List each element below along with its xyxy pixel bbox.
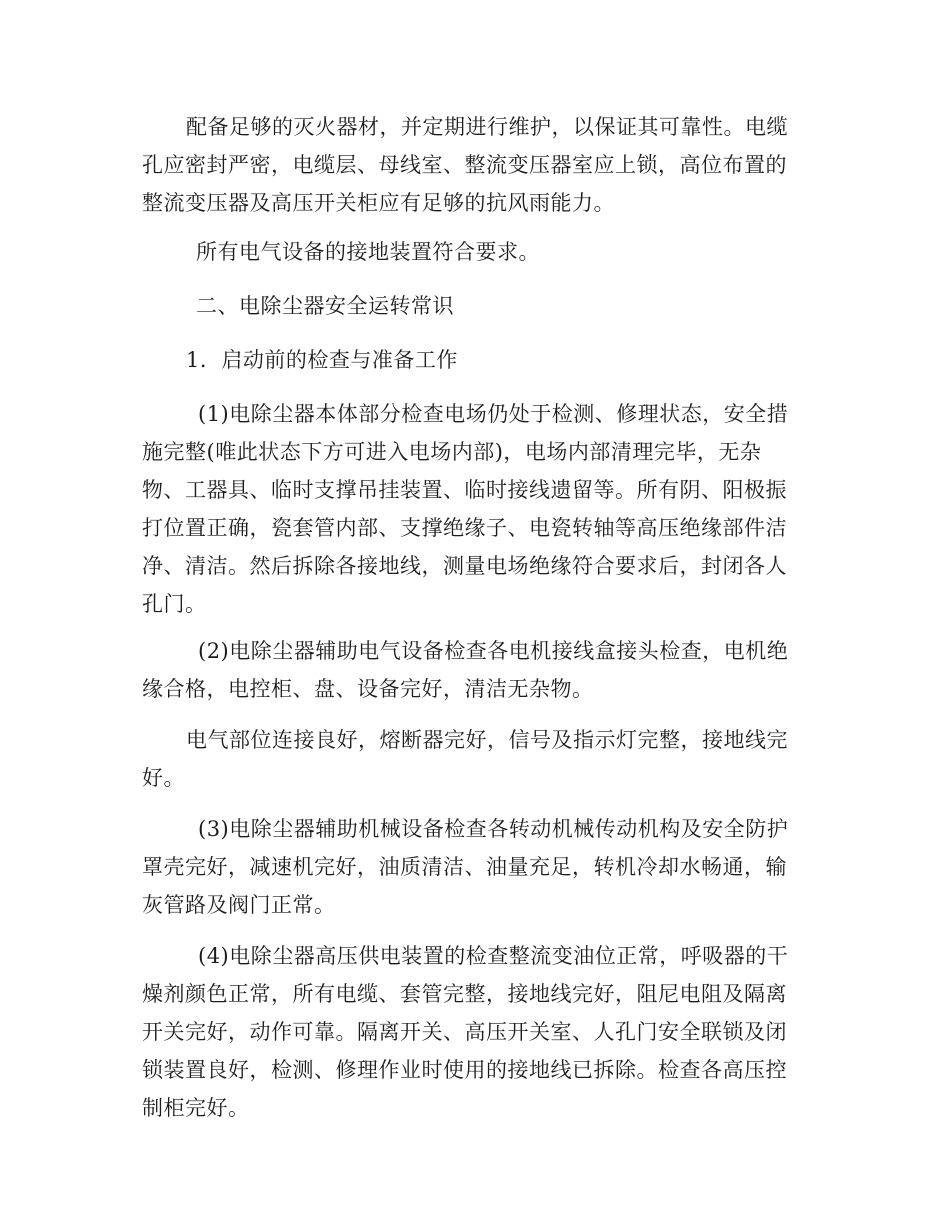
section-heading: 二、电除尘器安全运转常识 (196, 294, 454, 318)
paragraph-item-4: (4)电除尘器高压供电装置的检查整流变油位正常，呼吸器的干 燥剂颜色正常，所有电缆、套管完整，接地线完好，阻尼电阻及隔离 开关完好，动作可靠。隔离开关、高压开关室、人孔门安全联锁及闭 锁装置良好，检测、修理作业时使用的接地线已拆除。检查各高压控 制柜完好。 (142, 944, 789, 1120)
paragraph-fire-equipment: 配备足够的灭火器材，并定期进行维护，以保证其可靠性。电缆 孔应密封严密，电缆层、母线室、整流变压器室应上锁，高位布置的 整流变压器及高压开关柜应有足够的抗风雨能力。 (142, 115, 788, 215)
paragraph-electrical-parts: 电气部位连接良好，熔断器完好，信号及指示灯完整，接地线完 好。 (142, 728, 788, 790)
paragraph-grounding: 所有电气设备的接地装置符合要求。 (196, 240, 540, 264)
paragraph-item-2: (2)电除尘器辅助电气设备检查各电机接线盒接头检查，电机绝 缘合格，电控柜、盘、设备完好，清洁无杂物。 (142, 639, 789, 701)
subsection-heading: 1．启动前的检查与准备工作 (186, 348, 458, 372)
paragraph-item-3: (3)电除尘器辅助机械设备检查各转动机械传动机构及安全防护 罩壳完好，减速机完好，油质清洁、油量充足，转机冷却水畅通，输 灰管路及阀门正常。 (142, 817, 789, 917)
paragraph-item-1: (1)电除尘器本体部分检查电场仍处于检测、修理状态，安全措 施完整(唯此状态下方可进入电场内部)，电场内部清理完毕，无杂 物、工器具、临时支撑吊挂装置、临时接线遗留等。所有阴、阳极振 打位置正确，瓷套管内部、支撑绝缘子、电瓷转轴等高压绝缘部件洁 净、清洁。然后拆除各接地线，测量电场绝缘符合要求后，封闭各人 孔门。 (142, 402, 789, 616)
